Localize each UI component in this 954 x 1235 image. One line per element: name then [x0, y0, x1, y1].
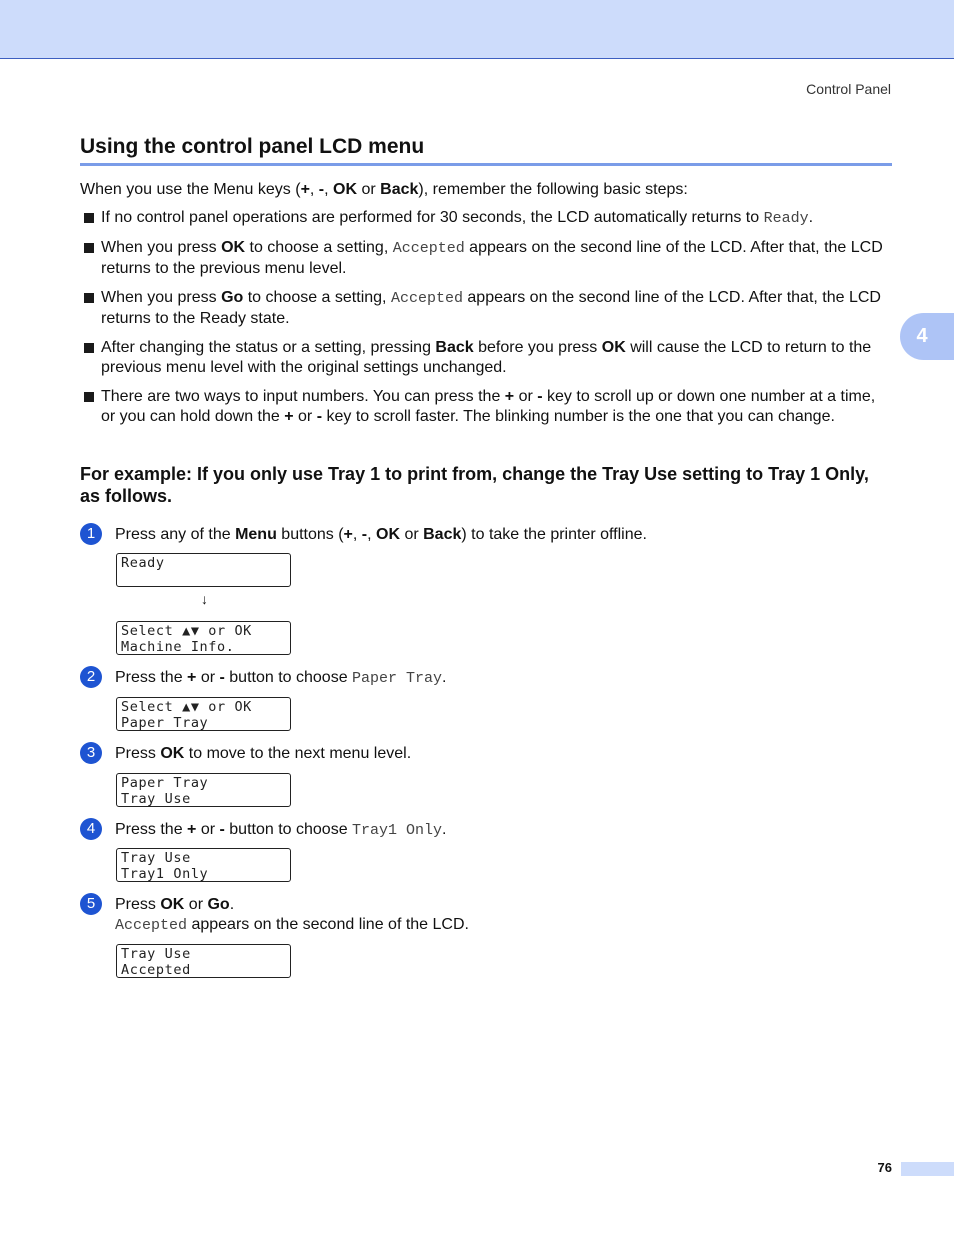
step-number-icon: 1: [80, 523, 102, 545]
bullet-square-icon: [84, 392, 94, 402]
step-text: Press the + or - button to choose Tray1 Only.: [115, 821, 447, 839]
page-title: Using the control panel LCD menu: [80, 135, 892, 166]
arrow-down-icon: ↓: [201, 591, 208, 607]
tips-list: [84, 208, 892, 436]
lcd-display: Select ▲▼ or OK Paper Tray: [116, 697, 291, 731]
running-head: Control Panel: [806, 81, 891, 97]
lcd-display: Tray Use Tray1 Only: [116, 848, 291, 882]
list-item: There are two ways to input numbers. You can press the + or - key to scroll up or down one number at a time, or you can hold down the + or - key to scroll faster. The blinking number is the one that you can change.: [84, 387, 892, 428]
list-item: When you press Go to choose a setting, Accepted appears on the second line of the LCD. After that, the LCD returns to the Ready state.: [84, 288, 892, 330]
step-text: Press OK to move to the next menu level.: [115, 745, 412, 762]
example-heading: For example: If you only use Tray 1 to print from, change the Tray Use setting to Tray 1 Only, as follows.: [80, 464, 869, 506]
chapter-tab: 4: [900, 313, 954, 360]
bullet-square-icon: [84, 213, 94, 223]
page-number: 76: [877, 1160, 892, 1175]
step-number-icon: 3: [80, 742, 102, 764]
list-item: After changing the status or a setting, pressing Back before you press OK will cause the LCD to return to the previous menu level with the original settings unchanged.: [84, 338, 892, 379]
header-band: [0, 0, 954, 59]
step-text: Press the + or - button to choose Paper Tray.: [115, 669, 447, 687]
lcd-display: Paper Tray Tray Use: [116, 773, 291, 807]
step-number-icon: 5: [80, 893, 102, 915]
lcd-display: Select ▲▼ or OK Machine Info.: [116, 621, 291, 655]
list-item: When you press OK to choose a setting, Accepted appears on the second line of the LCD. After that, the LCD returns to the previous menu level.: [84, 238, 892, 280]
footer-bar: [901, 1162, 954, 1176]
step-number-icon: 4: [80, 818, 102, 840]
step-text: Press any of the Menu buttons (+, -, OK or Back) to take the printer offline.: [115, 526, 647, 543]
bullet-square-icon: [84, 243, 94, 253]
step-note: Accepted appears on the second line of the LCD.: [115, 916, 469, 934]
bullet-square-icon: [84, 293, 94, 303]
bullet-square-icon: [84, 343, 94, 353]
list-item: If no control panel operations are performed for 30 seconds, the LCD automatically returns to Ready.: [84, 208, 892, 230]
step-text: Press OK or Go.: [115, 896, 235, 913]
lcd-display: Ready: [116, 553, 291, 587]
intro-paragraph: When you use the Menu keys (+, -, OK or Back), remember the following basic steps:: [80, 181, 688, 198]
lcd-display: Tray Use Accepted: [116, 944, 291, 978]
step-number-icon: 2: [80, 666, 102, 688]
